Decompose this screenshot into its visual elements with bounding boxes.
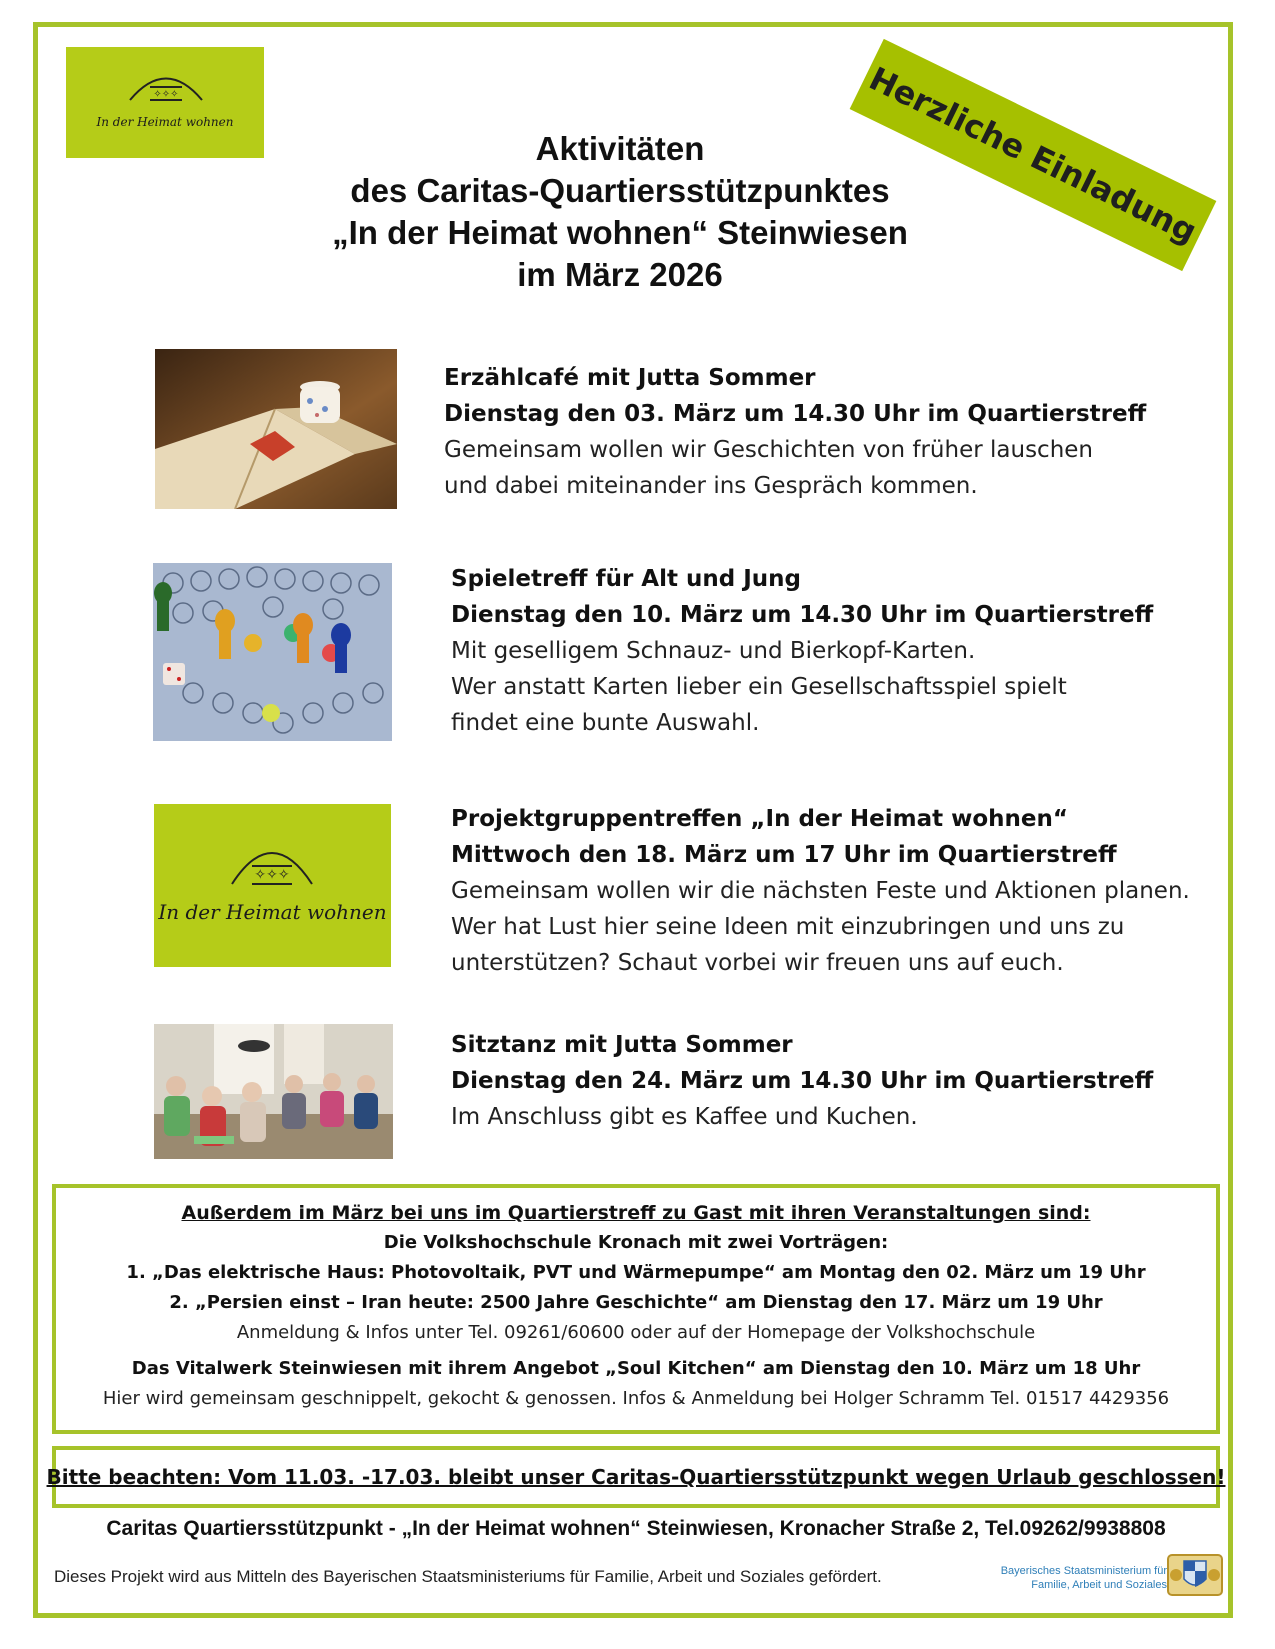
event-title: Projektgruppentreffen „In der Heimat wohnen“ bbox=[451, 806, 1068, 832]
photo-seated-dance bbox=[154, 1024, 393, 1159]
vhs-info: Anmeldung & Infos unter Tel. 09261/60600 oder auf der Homepage der Volkshochschule bbox=[236, 1322, 1036, 1343]
logo-text: In der Heimat wohnen bbox=[96, 115, 234, 129]
vhs-talk-2: 2. „Persien einst – Iran heute: 2500 Jahre Geschichte“ am Dienstag den 17. März um 19 Uhr bbox=[169, 1292, 1103, 1313]
bavarian-crest-icon bbox=[1166, 1553, 1224, 1597]
svg-text:✧✧✧: ✧✧✧ bbox=[153, 89, 179, 100]
event-date: Dienstag den 24. März um 14.30 Uhr im Quartierstreff bbox=[451, 1068, 1154, 1094]
event-desc-line: Mit geselligem Schnauz- und Bierkopf-Karten. bbox=[451, 638, 976, 664]
contact-line: Caritas Quartiersstützpunkt - „In der Heimat wohnen“ Steinwiesen, Kronacher Straße 2, Tel.09262/9938808 bbox=[106, 1517, 1166, 1540]
event-desc-line: Wer hat Lust hier seine Ideen mit einzubringen und uns zu bbox=[451, 914, 1125, 940]
vitalwerk-info: Hier wird gemeinsam geschnippelt, gekocht & genossen. Infos & Anmeldung bei Holger Schramm Tel. 01517 4429356 bbox=[102, 1388, 1170, 1409]
event-desc-line: Gemeinsam wollen wir Geschichten von früher lauschen bbox=[444, 437, 1093, 463]
event-desc-line: findet eine bunte Auswahl. bbox=[451, 710, 760, 736]
event-date: Mittwoch den 18. März um 17 Uhr im Quartierstreff bbox=[451, 842, 1117, 868]
event-title: Sitztanz mit Jutta Sommer bbox=[451, 1032, 793, 1058]
title-line-2: des Caritas-Quartiersstützpunktes bbox=[350, 172, 890, 209]
photo-book-tea bbox=[155, 349, 397, 509]
vhs-intro: Die Volkshochschule Kronach mit zwei Vorträgen: bbox=[383, 1232, 889, 1253]
event-date: Dienstag den 10. März um 14.30 Uhr im Quartierstreff bbox=[451, 602, 1154, 628]
vhs-talk-1: 1. „Das elektrische Haus: Photovoltaik, PVT und Wärmepumpe“ am Montag den 02. März um 19 Uhr bbox=[126, 1262, 1146, 1283]
title-line-1: Aktivitäten bbox=[535, 130, 705, 167]
funding-note: Dieses Projekt wird aus Mitteln des Bayerischen Staatsministeriums für Familie, Arbeit und Soziales gefördert. bbox=[54, 1567, 882, 1586]
event-sitztanz bbox=[451, 1027, 1153, 1135]
ministry-logo-text bbox=[975, 1564, 1167, 1592]
ministry-line-1: Bayerisches Staatsministerium für bbox=[1000, 1565, 1167, 1577]
event-desc-line: unterstützen? Schaut vorbei wir freuen uns auf euch. bbox=[451, 950, 1064, 976]
logo-top bbox=[66, 47, 264, 158]
event-desc-line: Im Anschluss gibt es Kaffee und Kuchen. bbox=[451, 1104, 918, 1130]
invitation-text: Herzliche Einladung bbox=[863, 59, 1203, 251]
event-erzaehlcafe bbox=[444, 360, 1146, 504]
title-line-3: „In der Heimat wohnen“ Steinwiesen bbox=[332, 214, 908, 251]
title-line-4: im März 2026 bbox=[517, 256, 723, 293]
photo-board-game bbox=[153, 563, 392, 741]
svg-text:✧✧✧: ✧✧✧ bbox=[254, 867, 290, 883]
event-projektgruppe bbox=[451, 801, 1190, 981]
closure-text: Bitte beachten: Vom 11.03. -17.03. bleibt unser Caritas-Quartiersstützpunkt wegen Urlaub geschlossen! bbox=[46, 1465, 1226, 1489]
guests-heading: Außerdem im März bei uns im Quartierstreff zu Gast mit ihren Veranstaltungen sind: bbox=[181, 1202, 1091, 1224]
event-title: Spieletreff für Alt und Jung bbox=[451, 566, 801, 592]
vitalwerk-offer: Das Vitalwerk Steinwiesen mit ihrem Angebot „Soul Kitchen“ am Dienstag den 10. März um 18 Uhr bbox=[131, 1358, 1141, 1379]
guests-box bbox=[52, 1184, 1220, 1434]
ministry-line-2: Familie, Arbeit und Soziales bbox=[1031, 1579, 1167, 1591]
event-spieletreff bbox=[451, 561, 1153, 741]
event-desc-line: und dabei miteinander ins Gespräch kommen. bbox=[444, 473, 978, 499]
house-logo-icon bbox=[154, 804, 391, 967]
page-title bbox=[250, 128, 990, 296]
house-logo-icon bbox=[66, 47, 264, 158]
event-desc-line: Wer anstatt Karten lieber ein Gesellschaftsspiel spielt bbox=[451, 674, 1067, 700]
logo-middle bbox=[154, 804, 391, 967]
event-date: Dienstag den 03. März um 14.30 Uhr im Quartierstreff bbox=[444, 401, 1147, 427]
event-title: Erzählcafé mit Jutta Sommer bbox=[444, 365, 816, 391]
event-desc-line: Gemeinsam wollen wir die nächsten Feste und Aktionen planen. bbox=[451, 878, 1190, 904]
logo-text: In der Heimat wohnen bbox=[158, 900, 387, 924]
closure-notice bbox=[46, 1446, 1226, 1508]
